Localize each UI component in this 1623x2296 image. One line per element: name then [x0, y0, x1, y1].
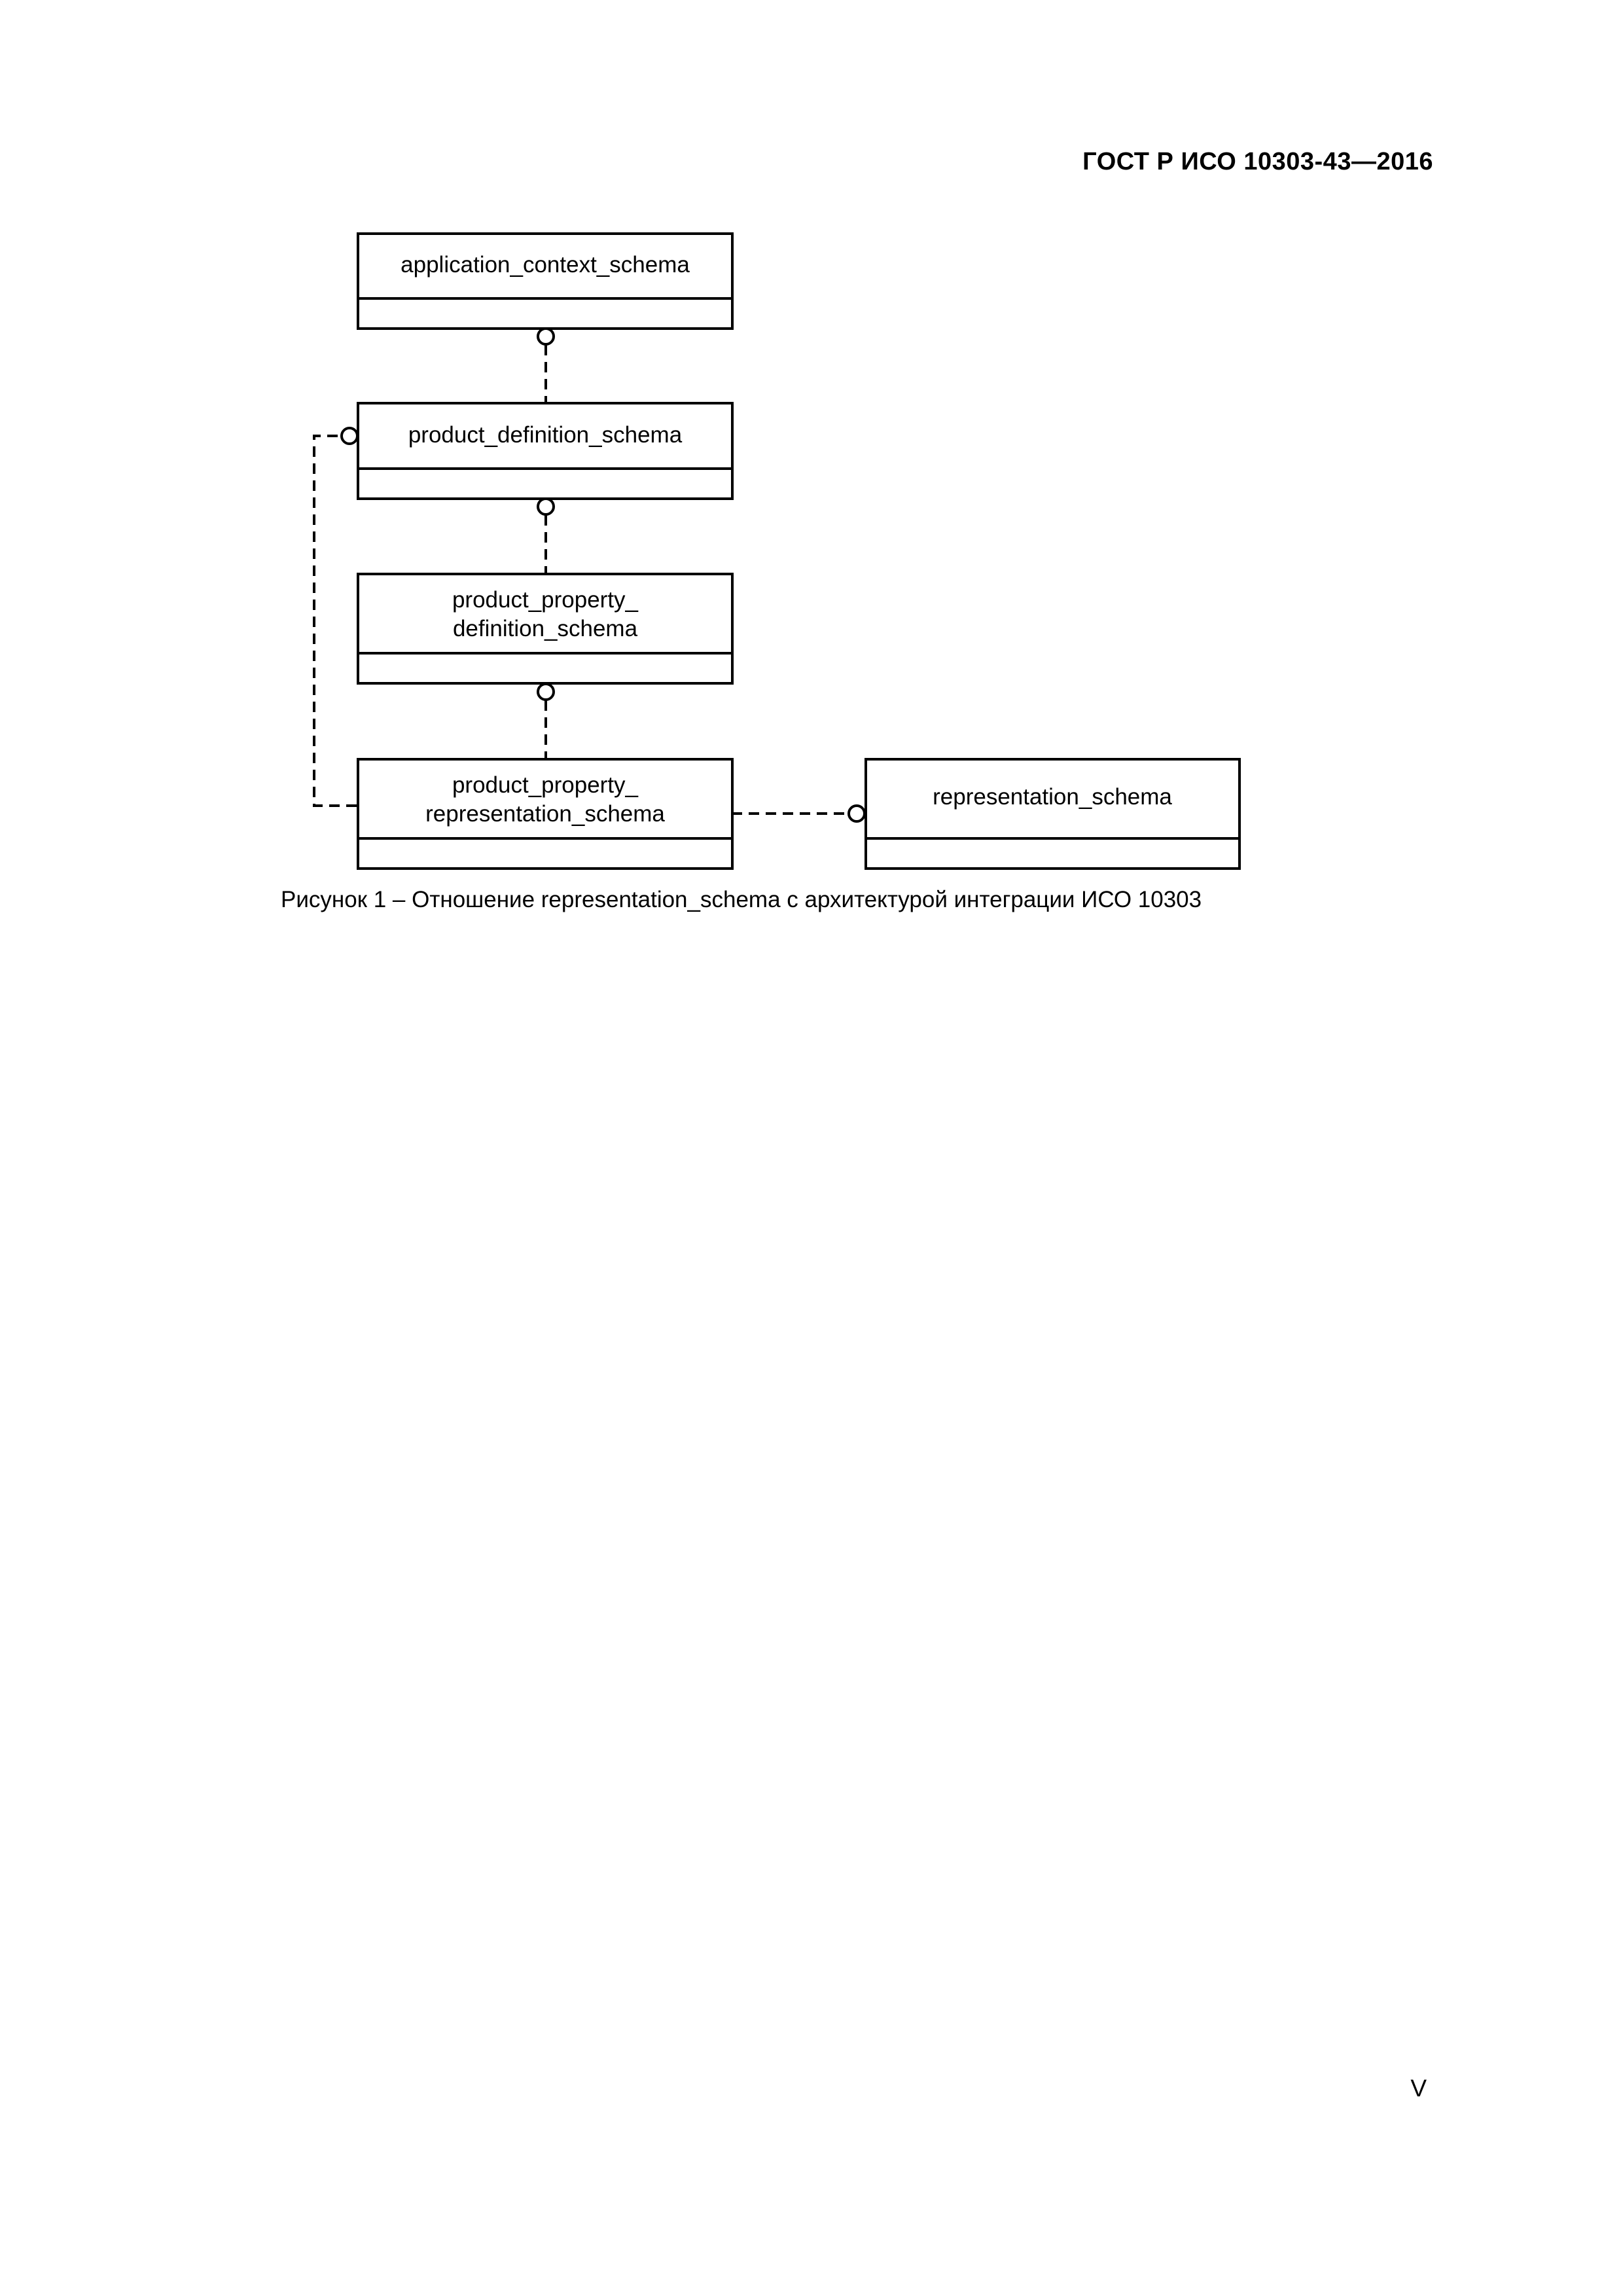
- schema-relationship-diagram: [0, 0, 1623, 982]
- entity-product-definition-schema: [358, 403, 732, 499]
- entity-label-product-definition-schema: product_definition_schema: [408, 422, 683, 448]
- connectors: [314, 345, 849, 814]
- circle-left-product-definition: [342, 428, 357, 444]
- circle-below-application-context: [538, 329, 554, 344]
- entity-label-product-property-representation-line-1: product_property_: [452, 772, 639, 798]
- entity-representation-schema: [866, 759, 1240, 869]
- circle-below-property-definition: [538, 684, 554, 700]
- entity-label-product-property-definition-line-1: product_property_: [452, 587, 639, 613]
- page-number: V: [1410, 2075, 1427, 2102]
- connector-property-representation-to-product-definition: [314, 436, 357, 806]
- circle-left-representation-schema: [849, 806, 865, 821]
- figure-caption: Рисунок 1 – Отношение representation_schema с архитектурой интеграции ИСО 10303: [281, 887, 1202, 912]
- entity-label-product-property-definition-line-2: definition_schema: [452, 616, 638, 641]
- document-header: ГОСТ Р ИСО 10303-43—2016: [1082, 148, 1433, 175]
- entity-label-representation-schema: representation_schema: [933, 784, 1172, 810]
- entity-label-application-context-schema: application_context_schema: [401, 252, 690, 278]
- entity-application-context-schema: [358, 234, 732, 329]
- circle-below-product-definition: [538, 499, 554, 514]
- entity-label-product-property-representation-line-2: representation_schema: [425, 801, 665, 827]
